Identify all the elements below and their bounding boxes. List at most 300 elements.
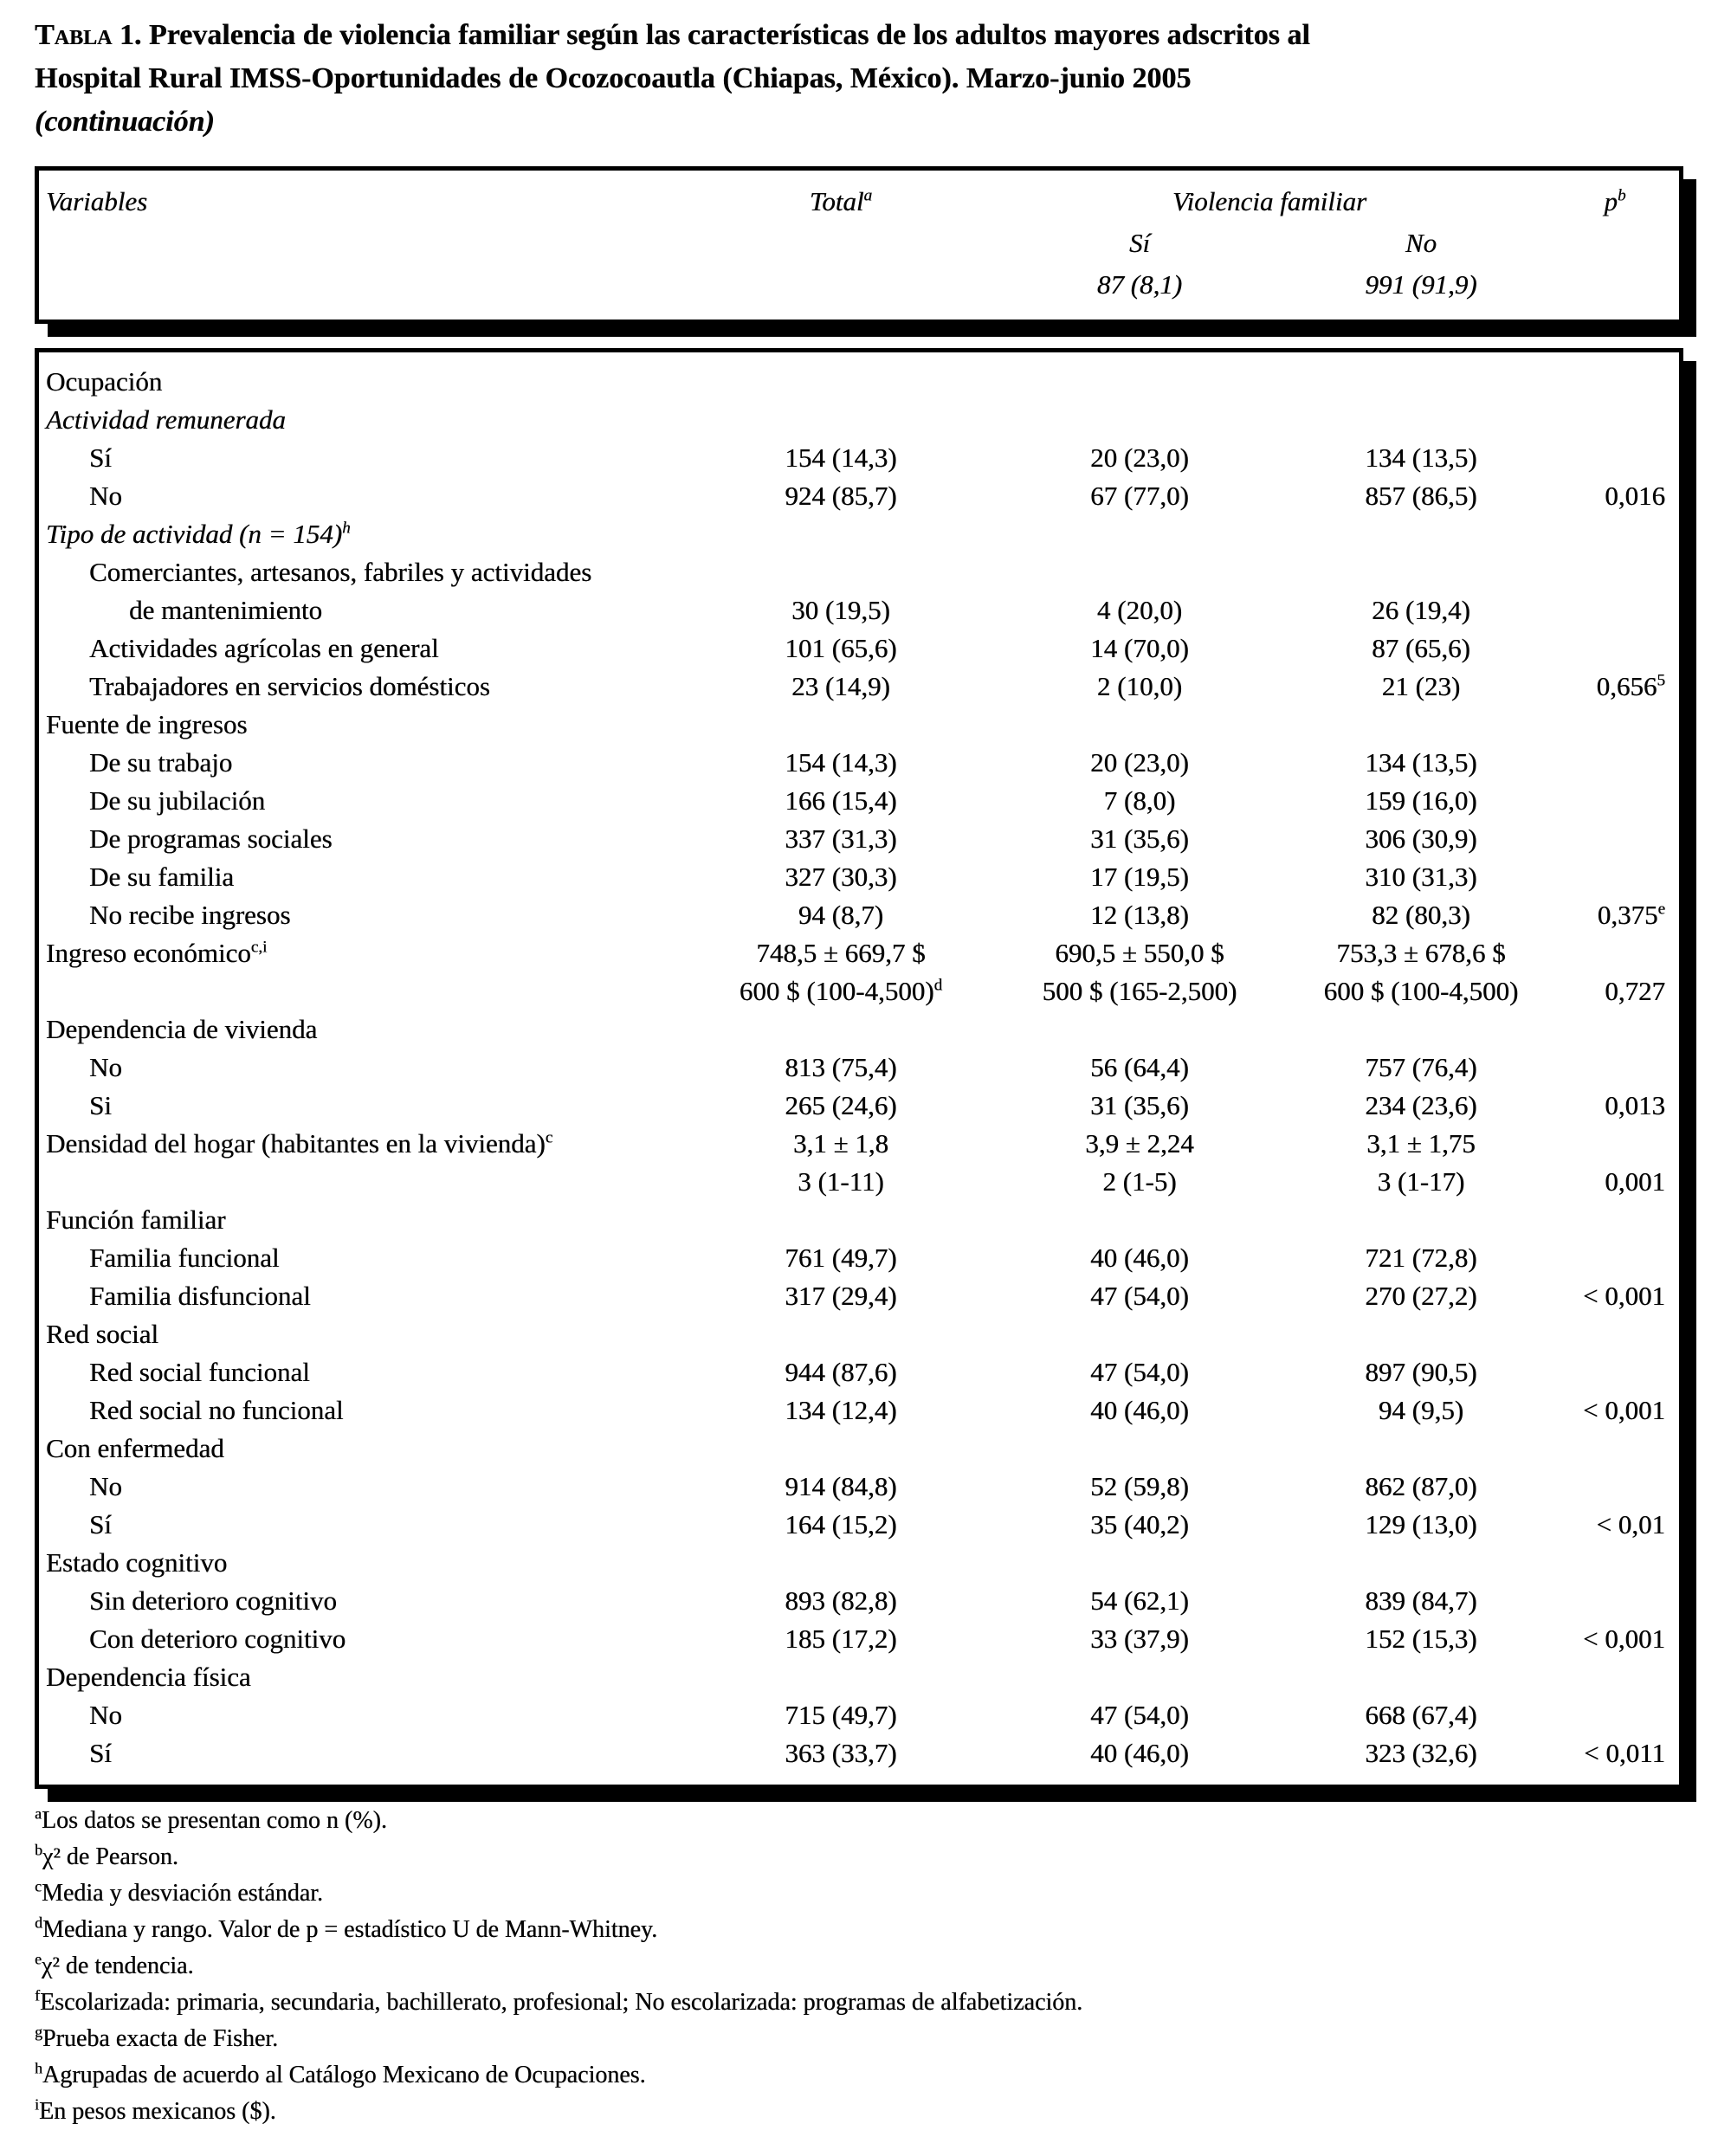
cell-violencia-si [988, 820, 1291, 858]
row-variable [39, 1620, 694, 1658]
table-row [39, 1658, 1679, 1696]
footnote-text: Prueba exacta de Fisher. [42, 2025, 279, 2052]
row-variable-text: Red social no funcional [89, 1395, 344, 1425]
table-row [39, 858, 1679, 896]
cell-violencia-no [1291, 972, 1551, 1010]
row-variable-text: Si [89, 1090, 112, 1120]
footnote [35, 1985, 1683, 2021]
row-variable [39, 1277, 694, 1315]
cell-total-text: 30 (19,5) [791, 595, 890, 625]
cell-violencia-si [988, 1353, 1291, 1391]
column-header-total-text: Total [809, 186, 864, 216]
row-variable-text: Densidad del hogar (habitantes en la vivienda) [46, 1128, 546, 1159]
row-variable-text: De programas sociales [89, 823, 333, 854]
cell-p-value [1551, 591, 1679, 629]
cell-p-value [1551, 401, 1679, 439]
table-row [39, 401, 1679, 439]
column-header-p-superscript: b [1617, 186, 1626, 205]
row-variable [39, 1582, 694, 1620]
row-variable [39, 1391, 694, 1430]
row-variable [39, 629, 694, 668]
cell-violencia-no-text: 862 (87,0) [1365, 1471, 1477, 1501]
table-row [39, 363, 1679, 401]
cell-p-value [1551, 1049, 1679, 1087]
table-row [39, 1125, 1679, 1163]
cell-total [694, 744, 988, 782]
cell-violencia-si-text: 40 (46,0) [1090, 1738, 1189, 1768]
cell-violencia-no [1291, 820, 1551, 858]
cell-total [694, 706, 988, 744]
cell-p-value [1551, 1658, 1679, 1696]
cell-violencia-si-text: 12 (13,8) [1090, 900, 1189, 930]
cell-violencia-no-text: 310 (31,3) [1365, 862, 1477, 892]
cell-violencia-si [988, 439, 1291, 477]
cell-p-value [1551, 1430, 1679, 1468]
cell-violencia-no-text: 129 (13,0) [1365, 1509, 1477, 1540]
footnote-text: En pesos mexicanos ($). [38, 2098, 276, 2125]
column-subheader-si [988, 223, 1291, 264]
cell-p-value [1551, 972, 1679, 1010]
cell-violencia-no [1291, 477, 1551, 515]
row-variable-text: No [89, 481, 122, 511]
cell-p-value [1551, 782, 1679, 820]
cell-violencia-no [1291, 1468, 1551, 1506]
cell-p-value [1551, 934, 1679, 972]
table-row [39, 1468, 1679, 1506]
footnote-marker: h [35, 2059, 42, 2077]
cell-p-value-text: < 0,001 [1583, 1395, 1665, 1425]
cell-p-value [1551, 1582, 1679, 1620]
table-row [39, 668, 1679, 706]
cell-violencia-no-text: 897 (90,5) [1365, 1357, 1477, 1387]
footnote-text: Agrupadas de acuerdo al Catálogo Mexicano de Ocupaciones. [42, 2062, 646, 2088]
cell-total-text: 813 (75,4) [785, 1052, 897, 1082]
footnote-text: Media y desviación estándar. [41, 1880, 323, 1907]
table-row [39, 1544, 1679, 1582]
table-row [39, 1239, 1679, 1277]
cell-p-value [1551, 706, 1679, 744]
cell-violencia-si [988, 1277, 1291, 1315]
cell-total [694, 1353, 988, 1391]
cell-violencia-si-text: 7 (8,0) [1103, 785, 1176, 816]
row-variable-text: Actividad remunerada [46, 404, 286, 435]
row-variable [39, 1696, 694, 1734]
row-variable [39, 1010, 694, 1049]
column-subheader-si-count-text: 87 (8,1) [1096, 269, 1183, 300]
cell-violencia-si-text: 54 (62,1) [1090, 1585, 1189, 1616]
cell-p-value [1551, 363, 1679, 401]
cell-p-value [1551, 439, 1679, 477]
cell-total-text: 924 (85,7) [785, 481, 897, 511]
cell-total [694, 553, 988, 591]
cell-violencia-si [988, 782, 1291, 820]
table-row [39, 1277, 1679, 1315]
table-header-grid [39, 181, 1679, 306]
cell-p-value [1551, 1544, 1679, 1582]
table-row [39, 1391, 1679, 1430]
cell-violencia-si [988, 1087, 1291, 1125]
cell-p-value-superscript: e [1657, 900, 1665, 919]
cell-p-value-text: 0,016 [1605, 481, 1665, 511]
cell-violencia-si [988, 1239, 1291, 1277]
footnote [35, 1875, 1683, 1912]
cell-total-text: 185 (17,2) [785, 1623, 897, 1654]
cell-total-text: 265 (24,6) [785, 1090, 897, 1120]
cell-p-value [1551, 1391, 1679, 1430]
cell-violencia-no-text: 857 (86,5) [1365, 481, 1477, 511]
cell-violencia-no [1291, 629, 1551, 668]
cell-violencia-no [1291, 1277, 1551, 1315]
cell-p-value [1551, 1163, 1679, 1201]
table-row [39, 1201, 1679, 1239]
footnote-marker: b [35, 1841, 42, 1859]
row-variable [39, 591, 694, 629]
cell-violencia-no [1291, 1544, 1551, 1582]
cell-violencia-si-text: 31 (35,6) [1090, 1090, 1189, 1120]
table-row [39, 972, 1679, 1010]
cell-violencia-no [1291, 1353, 1551, 1391]
cell-violencia-no-text: 159 (16,0) [1365, 785, 1477, 816]
footnote-marker: e [35, 1950, 42, 1968]
row-variable [39, 706, 694, 744]
cell-violencia-no-text: 600 $ (100-4,500) [1323, 976, 1519, 1006]
column-subheader-si-text: Sí [1128, 228, 1151, 258]
table-row [39, 477, 1679, 515]
row-variable [39, 1125, 694, 1163]
column-header-variables [39, 181, 694, 223]
cell-p-value [1551, 1696, 1679, 1734]
row-variable-text: Fuente de ingresos [46, 709, 248, 739]
cell-total [694, 1658, 988, 1696]
cell-p-value [1551, 1353, 1679, 1391]
cell-total [694, 1468, 988, 1506]
table-title [35, 14, 1368, 144]
cell-violencia-si [988, 1506, 1291, 1544]
table-row [39, 896, 1679, 934]
cell-total-text: 914 (84,8) [785, 1471, 897, 1501]
cell-p-value-text: < 0,011 [1584, 1738, 1665, 1768]
row-variable-superscript: h [342, 519, 351, 538]
cell-violencia-si-text: 2 (10,0) [1096, 671, 1183, 701]
cell-p-value [1551, 1201, 1679, 1239]
table-row [39, 782, 1679, 820]
cell-violencia-si [988, 668, 1291, 706]
cell-total [694, 1734, 988, 1772]
cell-p-value [1551, 1315, 1679, 1353]
cell-violencia-si-text: 35 (40,2) [1090, 1509, 1189, 1540]
cell-violencia-no-text: 753,3 ± 678,6 $ [1336, 938, 1506, 968]
cell-total-text: 3,1 ± 1,8 [792, 1128, 888, 1159]
row-variable-text: Familia funcional [89, 1243, 280, 1273]
cell-violencia-si [988, 553, 1291, 591]
cell-violencia-no [1291, 401, 1551, 439]
cell-violencia-si [988, 1163, 1291, 1201]
cell-total [694, 782, 988, 820]
cell-total-text: 101 (65,6) [785, 633, 897, 663]
row-variable-text: Con enfermedad [46, 1433, 224, 1463]
cell-total [694, 1010, 988, 1049]
row-variable-text: Estado cognitivo [46, 1547, 228, 1578]
row-variable [39, 858, 694, 896]
cell-total-text: 944 (87,6) [785, 1357, 897, 1387]
row-variable [39, 820, 694, 858]
cell-violencia-no [1291, 1125, 1551, 1163]
cell-total-text: 327 (30,3) [785, 862, 897, 892]
cell-total-text: 317 (29,4) [785, 1281, 897, 1311]
row-variable [39, 363, 694, 401]
cell-violencia-no [1291, 1430, 1551, 1468]
row-variable [39, 1544, 694, 1582]
cell-total-text: 715 (49,7) [785, 1700, 897, 1730]
cell-violencia-no [1291, 1696, 1551, 1734]
cell-total-text: 166 (15,4) [785, 785, 897, 816]
cell-violencia-si [988, 858, 1291, 896]
table-row [39, 553, 1679, 591]
cell-total-text: 23 (14,9) [791, 671, 890, 701]
footnote-marker: d [35, 1914, 42, 1932]
column-subheader-no-count [1291, 264, 1551, 306]
cell-violencia-si [988, 934, 1291, 972]
cell-p-value [1551, 515, 1679, 553]
cell-violencia-no-text: 134 (13,5) [1365, 747, 1477, 778]
column-subheader-no-count-text: 991 (91,9) [1365, 269, 1477, 300]
row-variable [39, 1087, 694, 1125]
cell-p-value [1551, 629, 1679, 668]
cell-violencia-no-text: 87 (65,6) [1372, 633, 1470, 663]
row-variable-text: De su familia [89, 862, 235, 892]
table-row [39, 515, 1679, 553]
row-variable [39, 401, 694, 439]
row-variable-text: No [89, 1700, 122, 1730]
row-variable-text: Dependencia de vivienda [46, 1014, 318, 1044]
cell-p-value [1551, 477, 1679, 515]
column-header-variables-text: Variables [46, 186, 148, 216]
table-row [39, 1696, 1679, 1734]
cell-total [694, 1391, 988, 1430]
table-header-box [35, 166, 1683, 324]
cell-total-text: 748,5 ± 669,7 $ [756, 938, 926, 968]
table-row [39, 1506, 1679, 1544]
cell-total [694, 1696, 988, 1734]
cell-violencia-si [988, 401, 1291, 439]
table-row [39, 820, 1679, 858]
cell-total-text: 337 (31,3) [785, 823, 897, 854]
cell-violencia-si-text: 20 (23,0) [1090, 747, 1189, 778]
table-row [39, 934, 1679, 972]
row-variable-text: No recibe ingresos [89, 900, 291, 930]
cell-p-value [1551, 1087, 1679, 1125]
cell-violencia-si-text: 40 (46,0) [1090, 1243, 1189, 1273]
column-header-total [694, 181, 988, 223]
cell-total [694, 1125, 988, 1163]
cell-violencia-si-text: 52 (59,8) [1090, 1471, 1189, 1501]
cell-total [694, 668, 988, 706]
cell-violencia-no-text: 323 (32,6) [1365, 1738, 1477, 1768]
cell-p-value-text: < 0,001 [1583, 1281, 1665, 1311]
row-variable-text: Ocupación [46, 366, 163, 397]
table-row [39, 1010, 1679, 1049]
row-variable-text: Sin deterioro cognitivo [89, 1585, 337, 1616]
row-variable-text: No [89, 1471, 122, 1501]
cell-violencia-no [1291, 439, 1551, 477]
table-row [39, 1734, 1679, 1772]
footnote [35, 1912, 1683, 1948]
cell-total [694, 515, 988, 553]
row-variable-text: Familia disfuncional [89, 1281, 311, 1311]
row-variable [39, 1468, 694, 1506]
row-variable-text: Ingreso económico [46, 938, 251, 968]
row-variable-text: No [89, 1052, 122, 1082]
cell-total [694, 820, 988, 858]
cell-p-value [1551, 1734, 1679, 1772]
footnote-text: χ² de Pearson. [42, 1843, 178, 1870]
row-variable-text: Red social funcional [89, 1357, 310, 1387]
cell-violencia-no [1291, 1734, 1551, 1772]
cell-total [694, 1506, 988, 1544]
cell-total [694, 439, 988, 477]
cell-violencia-si [988, 1010, 1291, 1049]
footnote-marker: f [35, 1986, 40, 2004]
column-header-violencia-familiar [988, 181, 1551, 223]
cell-violencia-no-text: 306 (30,9) [1365, 823, 1477, 854]
table-row [39, 439, 1679, 477]
cell-violencia-si [988, 477, 1291, 515]
cell-violencia-si [988, 1734, 1291, 1772]
cell-violencia-no [1291, 1049, 1551, 1087]
row-variable [39, 934, 694, 972]
cell-total [694, 1277, 988, 1315]
cell-p-value [1551, 744, 1679, 782]
table-row [39, 1582, 1679, 1620]
row-variable-text: Sí [89, 1509, 112, 1540]
row-variable [39, 668, 694, 706]
cell-violencia-no [1291, 706, 1551, 744]
cell-p-value-text: < 0,001 [1583, 1623, 1665, 1654]
cell-total-text: 600 $ (100-4,500) [739, 976, 934, 1006]
cell-violencia-no [1291, 1201, 1551, 1239]
cell-violencia-si-text: 14 (70,0) [1090, 633, 1189, 663]
table-row [39, 1620, 1679, 1658]
table-row [39, 1087, 1679, 1125]
cell-violencia-si-text: 31 (35,6) [1090, 823, 1189, 854]
cell-violencia-si [988, 896, 1291, 934]
table-row [39, 1049, 1679, 1087]
table-row [39, 1163, 1679, 1201]
row-variable [39, 972, 694, 1010]
footnote-text: Escolarizada: primaria, secundaria, bachillerato, profesional; No escolarizada: programas de alfabetización. [39, 1989, 1083, 2016]
footnote [35, 2057, 1683, 2094]
cell-violencia-si-text: 47 (54,0) [1090, 1700, 1189, 1730]
row-variable-text: Dependencia física [46, 1662, 251, 1692]
table-title-continuation: (continuación) [35, 106, 215, 138]
column-header-violencia-familiar-text: Violencia familiar [1172, 186, 1367, 216]
footnote [35, 1839, 1683, 1875]
cell-violencia-si [988, 1049, 1291, 1087]
cell-p-value [1551, 1277, 1679, 1315]
row-variable [39, 515, 694, 553]
cell-p-value [1551, 553, 1679, 591]
row-variable [39, 1506, 694, 1544]
cell-violencia-no [1291, 1391, 1551, 1430]
cell-violencia-no-text: 839 (84,7) [1365, 1585, 1477, 1616]
cell-violencia-si [988, 972, 1291, 1010]
cell-p-value-text: 0,001 [1605, 1166, 1665, 1197]
table-body-box [35, 348, 1683, 1789]
cell-total-text: 154 (14,3) [785, 442, 897, 473]
table-row [39, 1315, 1679, 1353]
cell-violencia-no [1291, 515, 1551, 553]
cell-total-text: 363 (33,7) [785, 1738, 897, 1768]
cell-total-text: 164 (15,2) [785, 1509, 897, 1540]
cell-p-value [1551, 1506, 1679, 1544]
row-variable [39, 1049, 694, 1087]
row-variable [39, 1315, 694, 1353]
cell-violencia-no [1291, 1506, 1551, 1544]
cell-total [694, 896, 988, 934]
cell-p-value [1551, 1125, 1679, 1163]
row-variable [39, 1239, 694, 1277]
table-title-label: Tabla 1. [35, 19, 142, 51]
cell-p-value [1551, 820, 1679, 858]
column-header-total-superscript: a [863, 186, 873, 205]
table-body [39, 363, 1679, 1772]
footnote-text: Mediana y rango. Valor de p = estadístico U de Mann-Whitney. [42, 1916, 658, 1943]
cell-p-value [1551, 896, 1679, 934]
cell-violencia-no-text: 668 (67,4) [1365, 1700, 1477, 1730]
cell-violencia-si [988, 1201, 1291, 1239]
cell-violencia-no-text: 21 (23) [1381, 671, 1461, 701]
cell-violencia-si-text: 20 (23,0) [1090, 442, 1189, 473]
footnote [35, 1948, 1683, 1985]
cell-violencia-no-text: 94 (9,5) [1378, 1395, 1464, 1425]
row-variable [39, 1658, 694, 1696]
row-variable-text: De su jubilación [89, 785, 266, 816]
row-variable [39, 1734, 694, 1772]
cell-total [694, 629, 988, 668]
cell-violencia-si [988, 591, 1291, 629]
cell-violencia-si-text: 690,5 ± 550,0 $ [1055, 938, 1224, 968]
row-variable [39, 896, 694, 934]
row-variable [39, 1430, 694, 1468]
cell-violencia-si-text: 2 (1-5) [1102, 1166, 1177, 1197]
cell-total [694, 1163, 988, 1201]
cell-violencia-si-text: 17 (19,5) [1090, 862, 1189, 892]
cell-violencia-no [1291, 1239, 1551, 1277]
footnote-text: χ² de tendencia. [41, 1953, 194, 1979]
table-title-text: Prevalencia de violencia familiar según las características de los adultos mayores adscritos al Hospital Rural IMSS-Oportunidades de Ocozocoautla (Chiapas, México). Marzo-junio 2005 [35, 19, 1310, 94]
cell-violencia-si [988, 1125, 1291, 1163]
column-header-p-text: p [1604, 186, 1618, 216]
column-subheader-no-text: No [1405, 228, 1437, 258]
column-header-p [1551, 181, 1679, 223]
table-row [39, 591, 1679, 629]
cell-violencia-no [1291, 1315, 1551, 1353]
cell-violencia-no [1291, 896, 1551, 934]
footnote-marker: c [35, 1877, 42, 1895]
cell-p-value-text: < 0,01 [1596, 1509, 1665, 1540]
cell-violencia-si-text: 33 (37,9) [1090, 1623, 1189, 1654]
cell-violencia-no [1291, 782, 1551, 820]
cell-violencia-no [1291, 363, 1551, 401]
row-variable-text: Tipo de actividad (n = 154) [46, 519, 343, 549]
cell-violencia-si-text: 4 (20,0) [1096, 595, 1183, 625]
table-row [39, 629, 1679, 668]
row-variable-text: Actividades agrícolas en general [89, 633, 439, 663]
row-variable [39, 1201, 694, 1239]
row-variable [39, 477, 694, 515]
cell-violencia-si-text: 40 (46,0) [1090, 1395, 1189, 1425]
row-variable [39, 782, 694, 820]
